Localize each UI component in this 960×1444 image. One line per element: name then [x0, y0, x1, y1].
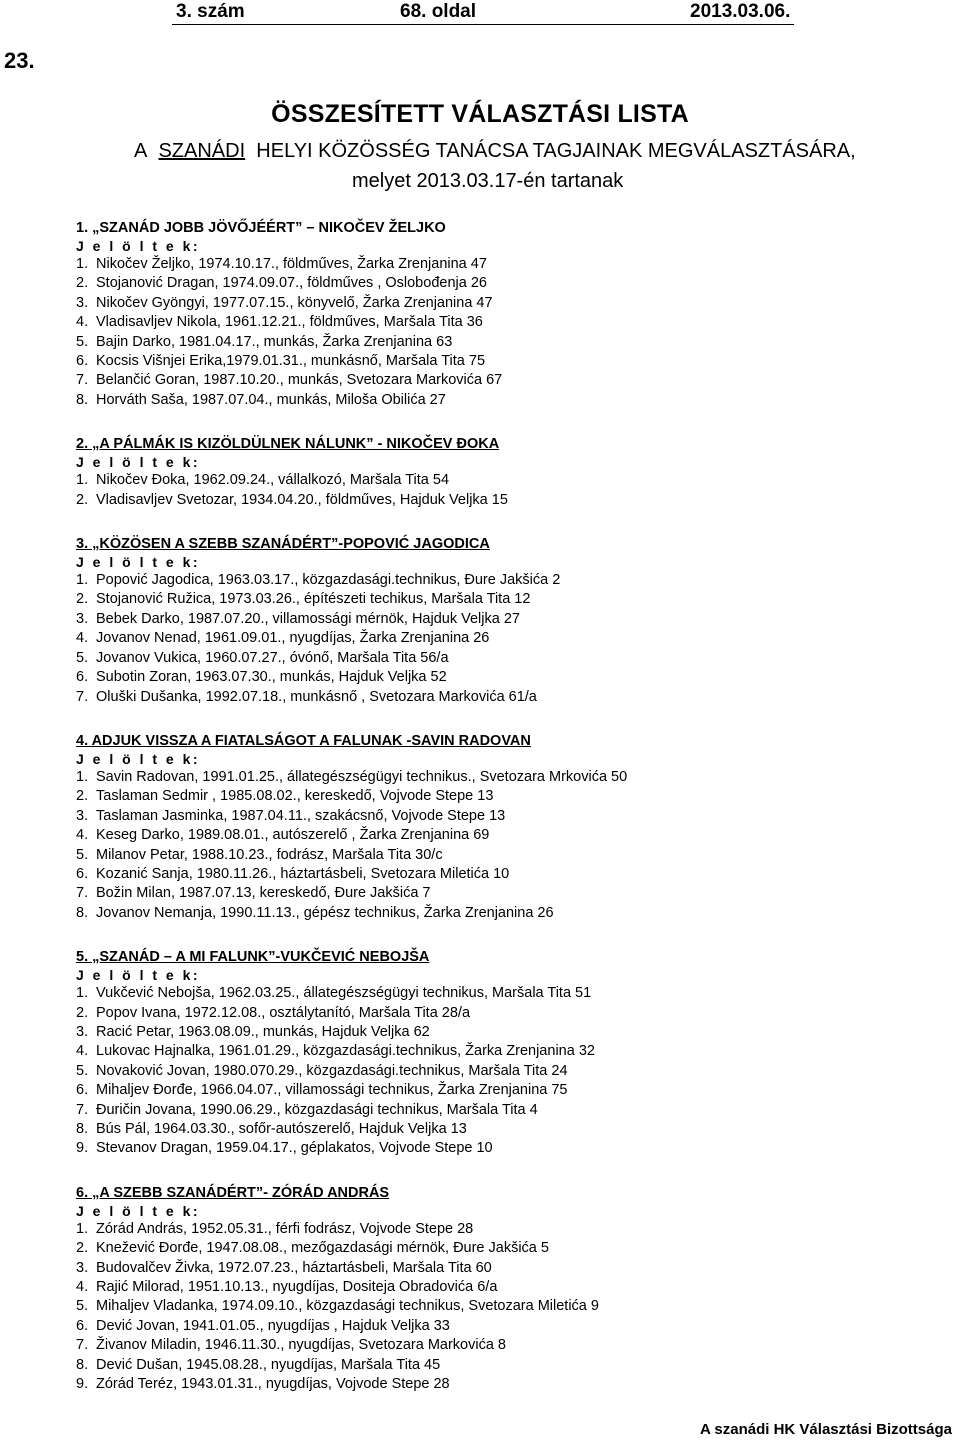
candidate-details: Jovanov Vukica, 1960.07.27., óvónő, Maršala Tita 56/a [96, 649, 449, 666]
candidate-number: 4. [76, 1279, 89, 1296]
candidate-number: 6. [76, 353, 89, 370]
candidate-number: 1. [76, 472, 89, 489]
candidate-list-section [76, 218, 936, 410]
candidate-row [76, 1297, 936, 1316]
candidate-number: 6. [76, 865, 89, 882]
candidate-row [76, 1259, 936, 1278]
candidate-details: Milanov Petar, 1988.10.23., fodrász, Maršala Tita 30/c [96, 846, 443, 863]
candidate-number: 5. [76, 649, 89, 666]
candidate-number: 8. [76, 1356, 89, 1373]
candidate-row [76, 1042, 936, 1061]
candidate-number: 6. [76, 1082, 89, 1099]
candidate-row [76, 826, 936, 845]
candidate-number: 8. [76, 391, 89, 408]
candidate-number: 2. [76, 1004, 89, 1021]
candidate-row [76, 471, 936, 490]
candidate-details: Nikočev Gyöngyi, 1977.07.15., könyvelő, Žarka Zrenjanina 47 [96, 294, 493, 311]
candidate-details: Đuričin Jovana, 1990.06.29., közgazdasági technikus, Maršala Tita 4 [96, 1101, 538, 1118]
candidate-number: 6. [76, 669, 89, 686]
candidate-row [76, 1023, 936, 1042]
candidate-list-section [76, 947, 936, 1159]
candidate-details: Kozanić Sanja, 1980.11.26., háztartásbeli, Svetozara Miletića 10 [96, 865, 510, 882]
subtitle-place: SZANÁDI [158, 140, 246, 162]
candidate-details: Taslaman Sedmir , 1985.08.02., kereskedő, Vojvode Stepe 13 [96, 788, 494, 805]
election-date-line: melyet 2013.03.17-én tartanak [352, 170, 624, 192]
candidate-details: Zórád Teréz, 1943.01.31., nyugdíjas, Vojvode Stepe 28 [96, 1376, 450, 1393]
candidate-row [76, 904, 936, 923]
candidate-details: Savin Radovan, 1991.01.25., állategészségügyi technikus., Svetozara Mrkovića 50 [96, 768, 628, 785]
candidate-row [76, 1375, 936, 1394]
candidate-details: Dević Jovan, 1941.01.05., nyugdíjas , Hajduk Veljka 33 [96, 1317, 450, 1334]
candidate-row [76, 610, 936, 629]
candidate-row [76, 294, 936, 313]
signature: A szanádi HK Választási Bizottsága [699, 1421, 952, 1438]
candidates-label: J e l ö l t e k: [76, 750, 201, 767]
list-title: 6. „A SZEBB SZANÁDÉRT”- ZÓRÁD ANDRÁS [76, 1184, 390, 1201]
candidate-row [76, 1278, 936, 1297]
candidate-row [76, 984, 936, 1003]
candidate-number: 7. [76, 885, 89, 902]
candidate-details: Mihaljev Vladanka, 1974.09.10., közgazdasági technikus, Svetozara Miletića 9 [96, 1298, 599, 1315]
list-title: 2. „A PÁLMÁK IS KIZÖLDÜLNEK NÁLUNK” - NIKOČEV ĐOKA [76, 436, 500, 453]
candidate-details: Knežević Đorđe, 1947.08.08., mezőgazdasági mérnök, Đure Jakšića 5 [96, 1240, 549, 1257]
candidate-number: 9. [76, 1376, 89, 1393]
candidate-row [76, 274, 936, 293]
candidate-number: 9. [76, 1140, 89, 1157]
candidate-details: Popović Jagodica, 1963.03.17., közgazdasági.technikus, Đure Jakšića 2 [96, 572, 561, 589]
candidate-number: 4. [76, 827, 89, 844]
candidate-row [76, 1081, 936, 1100]
candidate-row [76, 668, 936, 687]
page-header [172, 0, 794, 25]
candidate-number: 2. [76, 275, 89, 292]
candidate-row [76, 1004, 936, 1023]
candidate-number: 4. [76, 314, 89, 331]
candidate-row [76, 1139, 936, 1158]
candidate-row [76, 1239, 936, 1258]
candidate-details: Bús Pál, 1964.03.30., sofőr-autószerelő, Hajduk Veljka 13 [96, 1121, 467, 1137]
candidate-details: Taslaman Jasminka, 1987.04.11., szakácsnő, Vojvode Stepe 13 [96, 807, 506, 824]
candidate-number: 1. [76, 256, 89, 272]
candidate-number: 6. [76, 1317, 89, 1334]
subtitle-rest: HELYI KÖZÖSSÉG TANÁCSA TAGJAINAK MEGVÁLASZTÁSÁRA, [256, 140, 856, 162]
candidate-number: 7. [76, 688, 89, 705]
candidate-details: Božin Milan, 1987.07.13, kereskedő, Đure Jakšića 7 [96, 885, 431, 902]
candidates-label: J e l ö l t e k: [76, 238, 201, 254]
candidate-row [76, 571, 936, 590]
subtitle [134, 140, 856, 163]
candidate-details: Kocsis Višnjei Erika,1979.01.31., munkásnő, Maršala Tita 75 [96, 353, 486, 370]
candidate-details: Rajić Milorad, 1951.10.13., nyugdíjas, Dositeja Obradovića 6/a [96, 1279, 498, 1296]
candidate-details: Živanov Miladin, 1946.11.30., nyugdíjas, Svetozara Markovića 8 [96, 1337, 506, 1354]
candidate-details: Racić Petar, 1963.08.09., munkás, Hajduk Veljka 62 [96, 1023, 430, 1040]
candidate-details: Stojanović Ružica, 1973.03.26., építészeti techikus, Maršala Tita 12 [96, 591, 531, 608]
candidate-number: 3. [76, 294, 89, 311]
candidate-number: 3. [76, 1259, 89, 1276]
candidates-label: J e l ö l t e k: [76, 554, 201, 571]
candidate-number: 4. [76, 1043, 89, 1060]
candidate-number: 5. [76, 333, 89, 350]
candidate-details: Zórád András, 1952.05.31., férfi fodrász, Vojvode Stepe 28 [96, 1220, 474, 1237]
issue-date: 2013.03.06. [690, 1, 791, 22]
candidate-row [76, 884, 936, 903]
candidate-number: 5. [76, 1062, 89, 1079]
candidate-number: 8. [76, 904, 89, 921]
candidate-row [76, 1356, 936, 1375]
candidate-details: Nikočev Željko, 1974.10.17., földműves, Žarka Zrenjanina 47 [96, 256, 487, 272]
list-title: 4. ADJUK VISSZA A FIATALSÁGOT A FALUNAK -SAVIN RADOVAN [76, 732, 531, 749]
candidate-number: 7. [76, 372, 89, 389]
candidate-number: 1. [76, 1220, 89, 1237]
candidate-row [76, 688, 936, 707]
candidate-row [76, 807, 936, 826]
candidate-number: 3. [76, 807, 89, 824]
candidate-details: Vukčević Nebojša, 1962.03.25., állategészségügyi technikus, Maršala Tita 51 [96, 985, 592, 1002]
candidate-details: Oluški Dušanka, 1992.07.18., munkásnő , Svetozara Markovića 61/a [96, 688, 537, 705]
candidate-row [76, 352, 936, 371]
candidate-row [76, 787, 936, 806]
candidate-number: 7. [76, 1337, 89, 1354]
candidate-row [76, 649, 936, 668]
candidate-row [76, 1336, 936, 1355]
candidate-details: Jovanov Nenad, 1961.09.01., nyugdíjas, Žarka Zrenjanina 26 [96, 630, 490, 647]
list-title: 5. „SZANÁD – A MI FALUNK”-VUKČEVIĆ NEBOJŠA [76, 949, 430, 966]
candidate-number: 1. [76, 768, 89, 785]
candidate-number: 2. [76, 591, 89, 608]
candidate-list-section [76, 731, 936, 923]
candidate-row [76, 1220, 936, 1239]
page-title: ÖSSZESÍTETT VÁLASZTÁSI LISTA [271, 100, 689, 128]
candidate-number: 8. [76, 1121, 89, 1137]
candidate-details: Mihaljev Đorđe, 1966.04.07., villamossági technikus, Žarka Zrenjanina 75 [96, 1082, 568, 1099]
candidate-row [76, 391, 936, 410]
candidate-list-section [76, 434, 936, 510]
candidate-details: Budovalčev Živka, 1972.07.23., háztartásbeli, Maršala Tita 60 [96, 1259, 492, 1276]
candidate-number: 2. [76, 788, 89, 805]
candidate-row [76, 1317, 936, 1336]
candidate-number: 4. [76, 630, 89, 647]
candidate-details: Subotin Zoran, 1963.07.30., munkás, Hajduk Veljka 52 [96, 669, 447, 686]
candidate-row [76, 1101, 936, 1120]
candidate-number: 5. [76, 846, 89, 863]
list-title: 3. „KÖZÖSEN A SZEBB SZANÁDÉRT”-POPOVIĆ JAGODICA [76, 536, 490, 553]
candidate-details: Popov Ivana, 1972.12.08., osztálytanító, Maršala Tita 28/a [96, 1004, 471, 1021]
candidate-number: 2. [76, 491, 89, 508]
candidate-details: Bajin Darko, 1981.04.17., munkás, Žarka Zrenjanina 63 [96, 333, 453, 350]
candidates-label: J e l ö l t e k: [76, 967, 201, 984]
candidate-row [76, 590, 936, 609]
candidate-list-section [76, 534, 936, 707]
candidate-row [76, 1062, 936, 1081]
candidate-details: Nikočev Đoka, 1962.09.24., vállalkozó, Maršala Tita 54 [96, 472, 450, 489]
list-title: 1. „SZANÁD JOBB JÖVŐJÉÉRT” – NIKOČEV ŽELJKO [76, 220, 446, 236]
candidate-number: 1. [76, 572, 89, 589]
candidates-label: J e l ö l t e k: [76, 454, 201, 471]
candidate-row [76, 491, 936, 510]
candidates-label: J e l ö l t e k: [76, 1202, 201, 1219]
candidate-number: 7. [76, 1101, 89, 1118]
candidate-number: 3. [76, 1023, 89, 1040]
candidate-details: Stojanović Dragan, 1974.09.07., földműves , Oslobođenja 26 [96, 275, 487, 292]
candidate-details: Lukovac Hajnalka, 1961.01.29., közgazdasági.technikus, Žarka Zrenjanina 32 [96, 1043, 595, 1060]
candidate-row [76, 333, 936, 352]
candidate-row [76, 846, 936, 865]
candidate-lists [76, 218, 936, 1418]
candidate-details: Dević Dušan, 1945.08.28., nyugdíjas, Maršala Tita 45 [96, 1356, 441, 1373]
candidate-details: Keseg Darko, 1989.08.01., autószerelő , Žarka Zrenjanina 69 [96, 827, 490, 844]
candidate-details: Vladisavljev Nikola, 1961.12.21., földműves, Maršala Tita 36 [96, 314, 483, 331]
candidate-number: 2. [76, 1240, 89, 1257]
candidate-number: 1. [76, 985, 89, 1002]
candidate-row [76, 255, 936, 274]
candidate-details: Bebek Darko, 1987.07.20., villamossági mérnök, Hajduk Veljka 27 [96, 610, 520, 627]
page-number: 68. oldal [400, 1, 477, 22]
candidate-number: 3. [76, 610, 89, 627]
candidate-details: Belančić Goran, 1987.10.20., munkás, Svetozara Markovića 67 [96, 372, 503, 389]
candidate-row [76, 768, 936, 787]
candidate-row [76, 629, 936, 648]
candidate-row [76, 865, 936, 884]
subtitle-prefix: A [134, 140, 148, 162]
candidate-list-section [76, 1183, 936, 1395]
candidate-row [76, 371, 936, 390]
candidate-row [76, 313, 936, 332]
candidate-details: Vladisavljev Svetozar, 1934.04.20., földműves, Hajduk Veljka 15 [96, 491, 508, 508]
candidate-details: Novaković Jovan, 1980.070.29., közgazdasági.technikus, Maršala Tita 24 [96, 1062, 568, 1079]
document-number: 23. [4, 48, 35, 73]
issue-number: 3. szám [176, 1, 245, 22]
candidate-number: 5. [76, 1298, 89, 1315]
candidate-details: Jovanov Nemanja, 1990.11.13., gépész technikus, Žarka Zrenjanina 26 [96, 904, 554, 921]
candidate-details: Stevanov Dragan, 1959.04.17., géplakatos, Vojvode Stepe 10 [96, 1140, 493, 1157]
candidate-details: Horváth Saša, 1987.07.04., munkás, Miloša Obilića 27 [96, 391, 446, 408]
candidate-row [76, 1120, 936, 1139]
